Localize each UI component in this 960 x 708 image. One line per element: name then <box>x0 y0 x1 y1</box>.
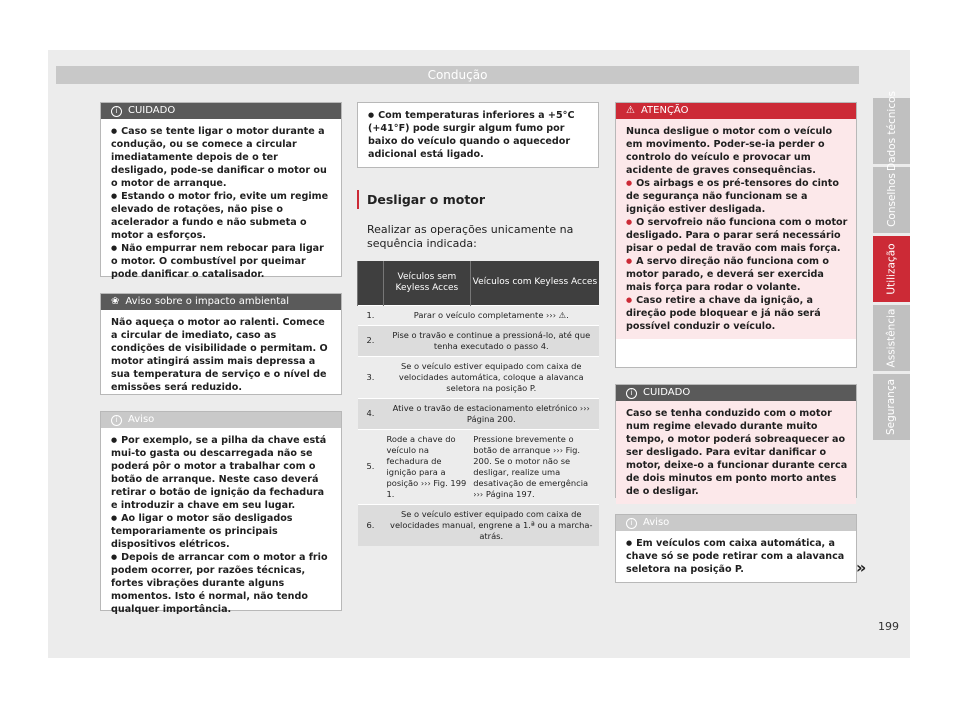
cuidado-item: ● Estando o motor frio, evite um regime elevado de rotações, não pise o acelerador a fundo e não submeta o motor a esforços. <box>111 190 333 242</box>
table-row: 3. Se o veículo estiver equipado com caixa de velocidades automática, coloque a alavanca seletora na posição P. <box>358 356 600 398</box>
atencao-item: ● Os airbags e os pré-tensores do cinto de segurança não funcionam se a ignição estiver desligada. <box>626 177 848 216</box>
leaf-icon: ❀ <box>111 296 120 307</box>
info-icon: i <box>626 518 637 529</box>
table-row: 4. Ative o travão de estacionamento eletrónico ››› Página 200. <box>358 398 600 429</box>
cuidado-item: ● Não empurrar nem rebocar para ligar o motor. O combustível por queimar pode danificar o catalisador. <box>111 242 333 281</box>
atencao-item: ● O servofreio não funciona com o motor desligado. Para o parar será necessário pisar o pedal de travão com mais força. <box>626 216 848 255</box>
atencao-box <box>615 102 857 368</box>
page-number: 199 <box>878 620 899 633</box>
tab-utilizacao[interactable]: Utilização <box>873 236 910 302</box>
table-row: 5. Rode a chave do veículo na fechadura de ignição para a posição ››› Fig. 199 1. Pressione brevemente o botão de arranque ››› Fig. 200. Se o motor não se desligar, realize uma desativação de emergência ››› Página 197. <box>358 429 600 504</box>
aviso-item: ● Em veículos com caixa automática, a chave só se pode retirar com a alavanca seletora na posição P. <box>626 537 848 576</box>
environment-title: Aviso sobre o impacto ambiental <box>125 296 290 307</box>
atencao-text: Nunca desligue o motor com o veículo em movimento. Poder-se-ia perder o controlo do veículo e provocar um acidente de graves consequências. <box>626 126 833 176</box>
aviso-box-2 <box>615 514 857 583</box>
environment-text: Não aqueça o motor ao ralenti. Comece a circular de imediato, caso as condições de visibilidade o permitam. O motor atingirá assim mais depressa a sua temperatura de serviço e o nível de emissões será reduzido. <box>111 317 328 393</box>
note-text: ● Com temperaturas inferiores a +5°C (+41°F) pode surgir algum fumo por baixo do veículo quando o aquecedor adicional está ligado. <box>368 109 590 161</box>
continue-arrow: » <box>856 558 867 577</box>
cuidado-title: CUIDADO <box>643 387 691 398</box>
cuidado-item: ● Caso se tente ligar o motor durante a condução, ou se comece a circular imediatamente depois de o ter desligado, pode-se danificar o motor ou o motor de arranque. <box>111 125 333 190</box>
info-icon: i <box>111 415 122 426</box>
cuidado-box <box>100 102 342 280</box>
info-icon: i <box>626 388 637 399</box>
atencao-item: ● Caso retire a chave da ignição, a direção pode bloquear e já não será possível conduzir o veículo. <box>626 294 848 333</box>
cuidado-text: Caso se tenha conduzido com o motor num regime elevado durante muito tempo, o motor poderá sobreaquecer ao ser desligado. Para evitar danificar o motor, deixe-o a funcionar durante cerca de dois minutos em ponto morto antes de o desligar. <box>626 408 848 497</box>
steps-table <box>357 261 599 546</box>
tab-assistencia[interactable]: Assistência <box>873 305 910 371</box>
side-tabs <box>873 90 910 443</box>
header-with-keyless: Veículos com Keyless Acces <box>470 261 599 305</box>
aviso-box <box>100 411 342 615</box>
aviso-item: ● Por exemplo, se a pilha da chave está mui-to gasta ou descarregada não se poderá pôr o motor a trabalhar com o botão de arranque. Neste caso deverá retirar o botão de ignição da fechadura e introduzir a chave em seu lugar. <box>111 434 333 512</box>
table-row: 1. Parar o veículo completamente ››› ⚠. <box>358 305 600 325</box>
column-2 <box>357 102 599 546</box>
tab-conselhos[interactable]: Conselhos <box>873 167 910 233</box>
tab-seguranca[interactable]: Segurança <box>873 374 910 440</box>
environment-box <box>100 293 342 395</box>
info-icon: i <box>111 106 122 117</box>
aviso-title: Aviso <box>643 517 670 528</box>
aviso-item: ● Ao ligar o motor são desligados temporariamente os principais dispositivos elétricos. <box>111 512 333 551</box>
aviso-title: Aviso <box>128 414 155 425</box>
table-row: 2. Pise o travão e continue a pressioná-lo, até que tenha executado o passo 4. <box>358 325 600 356</box>
chapter-header: Condução <box>56 66 859 84</box>
section-title: Desligar o motor <box>357 190 599 209</box>
atencao-title: ATENÇÃO <box>640 105 689 116</box>
atencao-item: ● A servo direção não funciona com o motor parado, e deverá ser exercida mais força para rodar o volante. <box>626 255 848 294</box>
cuidado-title: CUIDADO <box>128 105 176 116</box>
cuidado-box-2 <box>615 384 857 498</box>
warning-icon: ⚠ <box>626 105 635 116</box>
note-box <box>357 102 599 168</box>
tab-dados-tecnicos[interactable]: Dados técnicos <box>873 98 910 164</box>
table-row: 6. Se o veículo estiver equipado com caixa de velocidades manual, engrene a 1.ª ou a marcha-atrás. <box>358 504 600 546</box>
column-3 <box>615 102 857 583</box>
column-1 <box>100 102 342 615</box>
aviso-item: ● Depois de arrancar com o motor a frio podem ocorrer, por razões técnicas, fortes vibrações durante alguns momentos. Isto é normal, não tendo qualquer importância. <box>111 551 333 616</box>
header-without-keyless: Veículos sem Keyless Acces <box>384 261 471 305</box>
section-intro: Realizar as operações unicamente na sequência indicada: <box>367 223 574 250</box>
